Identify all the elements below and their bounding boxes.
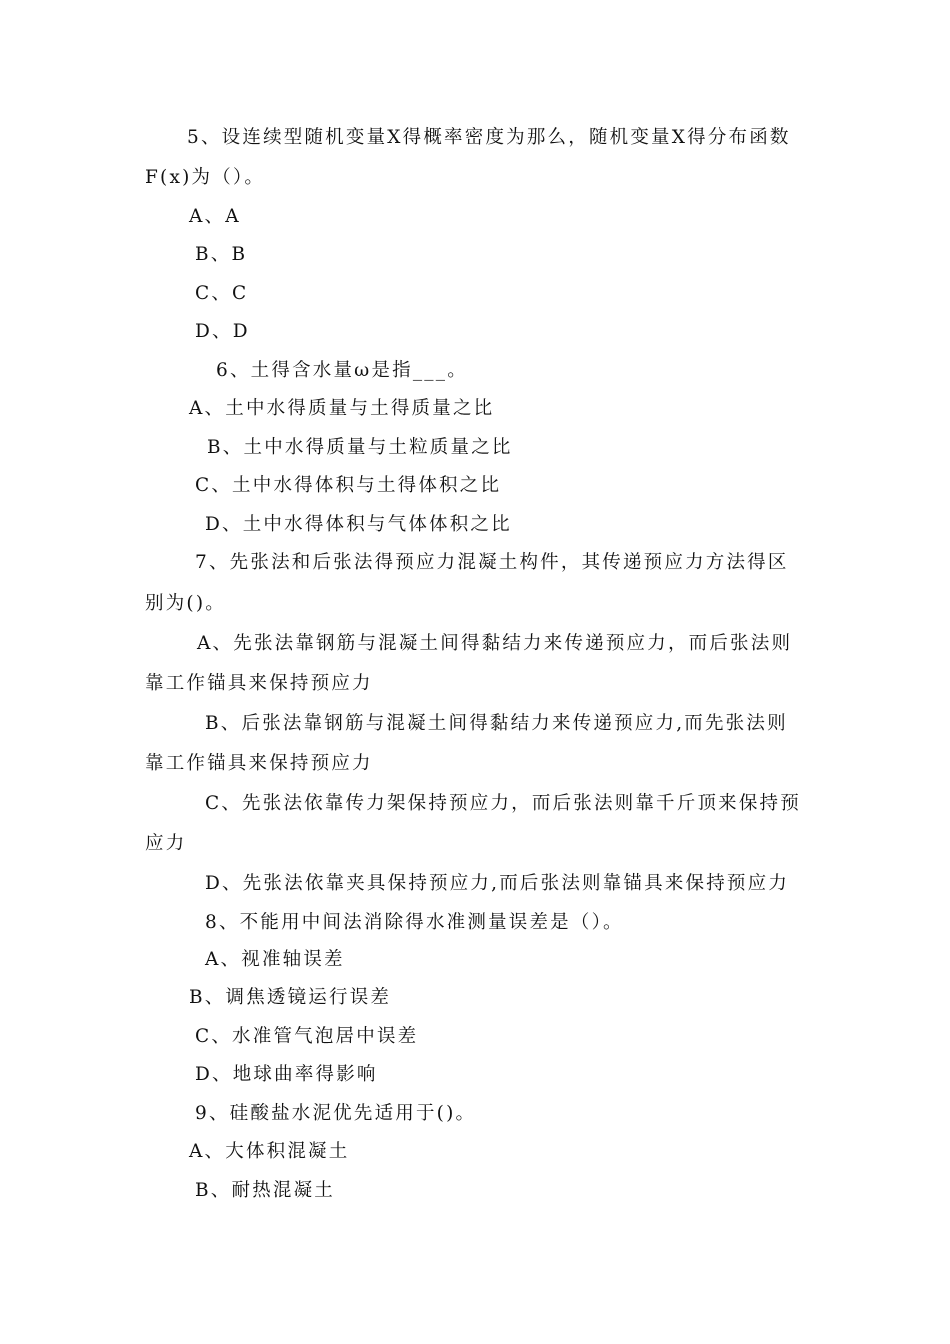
q5-option-c: C、C bbox=[195, 283, 249, 304]
q8-stem: 8、不能用中间法消除得水准测量误差是（）。 bbox=[205, 912, 624, 933]
q6-option-a: A、土中水得质量与土得质量之比 bbox=[189, 398, 495, 419]
q6-option-c: C、土中水得体积与土得体积之比 bbox=[195, 475, 502, 496]
q7-option-b-line1: B、后张法靠钢筋与混凝土间得黏结力来传递预应力,而先张法则 bbox=[205, 713, 788, 734]
q7-option-b-line2: 靠工作锚具来保持预应力 bbox=[145, 753, 373, 774]
q7-option-c-line2: 应力 bbox=[145, 833, 187, 854]
q6-stem: 6、土得含水量ω是指___。 bbox=[216, 360, 468, 381]
q6-option-b: B、土中水得质量与土粒质量之比 bbox=[207, 437, 513, 458]
q7-option-a-line1: A、先张法靠钢筋与混凝土间得黏结力来传递预应力，而后张法则 bbox=[197, 633, 793, 654]
q5-stem-line1: 5、设连续型随机变量X得概率密度为那么，随机变量X得分布函数 bbox=[187, 127, 791, 148]
q8-option-d: D、地球曲率得影响 bbox=[195, 1064, 378, 1085]
q8-option-c: C、水准管气泡居中误差 bbox=[195, 1026, 419, 1047]
q6-option-d: D、土中水得体积与气体体积之比 bbox=[205, 514, 512, 535]
q9-option-a: A、大体积混凝土 bbox=[189, 1141, 350, 1162]
q5-option-a: A、A bbox=[189, 206, 241, 227]
q5-stem-line2: F(x)为（）。 bbox=[145, 167, 266, 188]
q8-option-a: A、视准轴误差 bbox=[205, 949, 345, 970]
q5-option-d: D、D bbox=[195, 321, 250, 342]
q7-stem-line2: 别为()。 bbox=[145, 593, 226, 614]
q7-option-d: D、先张法依靠夹具保持预应力,而后张法则靠锚具来保持预应力 bbox=[205, 873, 790, 894]
q7-option-c-line1: C、先张法依靠传力架保持预应力，而后张法则靠千斤顶来保持预 bbox=[205, 793, 801, 814]
q5-option-b: B、B bbox=[195, 244, 248, 265]
q9-option-b: B、耐热混凝土 bbox=[195, 1180, 335, 1201]
q7-option-a-line2: 靠工作锚具来保持预应力 bbox=[145, 673, 373, 694]
q7-stem-line1: 7、先张法和后张法得预应力混凝土构件，其传递预应力方法得区 bbox=[195, 552, 789, 573]
q9-stem: 9、硅酸盐水泥优先适用于()。 bbox=[195, 1103, 477, 1124]
q8-option-b: B、调焦透镜运行误差 bbox=[189, 987, 392, 1008]
